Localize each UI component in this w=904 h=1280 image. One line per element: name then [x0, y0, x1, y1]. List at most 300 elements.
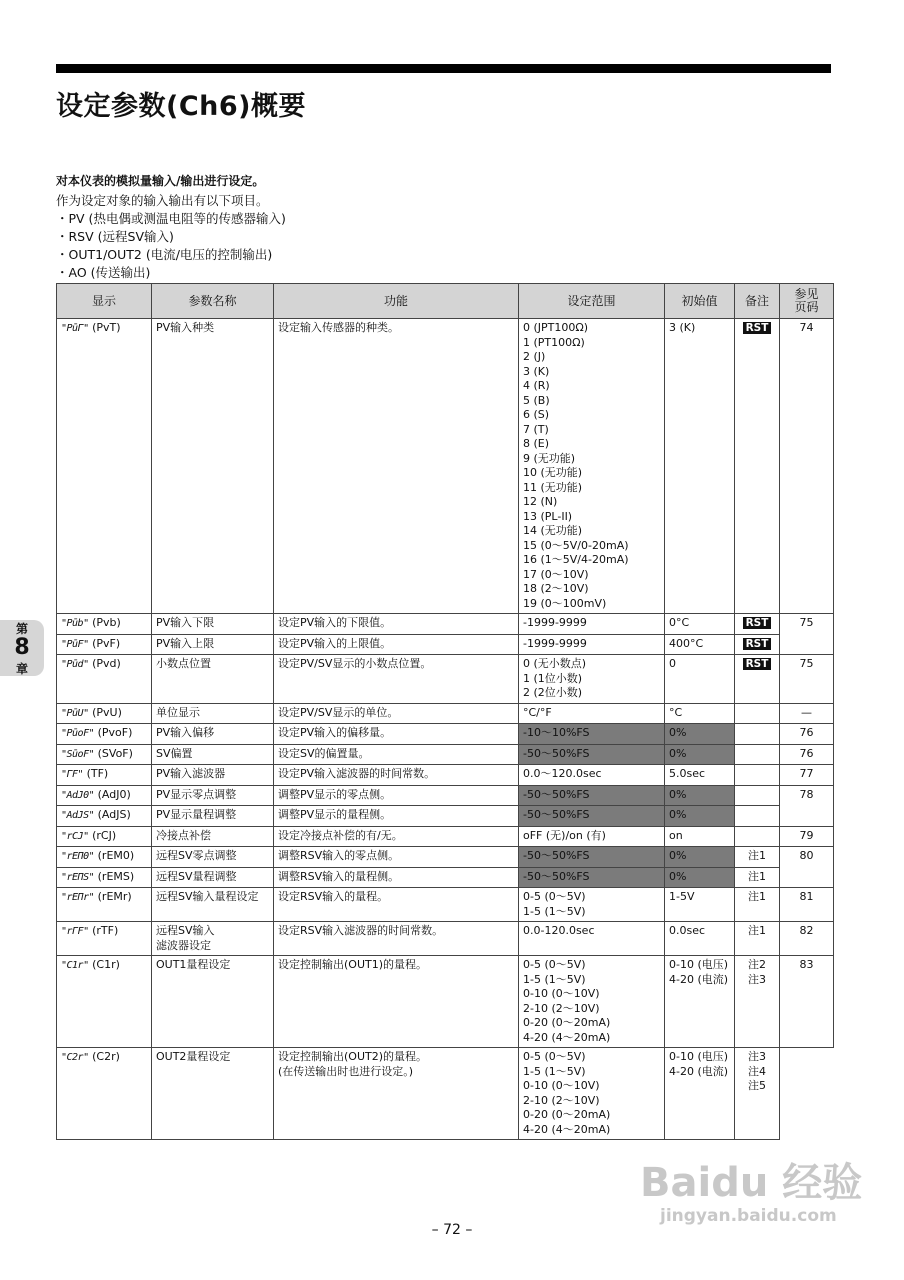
param-name-cell [152, 614, 274, 635]
initial-line: 0.0sec [669, 924, 706, 937]
note-line: 注1 [748, 849, 766, 862]
table-row [57, 765, 834, 786]
note-cell [735, 765, 780, 786]
table-row [57, 634, 834, 655]
range-cell [519, 956, 665, 1048]
note-cell [735, 614, 780, 635]
segment-display-code: "SūoF" [61, 748, 95, 760]
initial-value-cell [665, 867, 735, 888]
rst-badge: RST [743, 658, 772, 670]
initial-line: 5.0sec [669, 767, 706, 780]
range-cell [519, 655, 665, 704]
note-line: 注3 [748, 1050, 766, 1063]
page-ref-cell [780, 655, 834, 704]
name-line: OUT1量程设定 [156, 958, 231, 971]
chapter-number: 8 [14, 635, 30, 660]
parameter-table [56, 283, 834, 1140]
function-line: 设定PV输入的上限值。 [278, 636, 392, 650]
function-cell [274, 888, 519, 922]
initial-value-cell [665, 806, 735, 827]
range-line: 5 (B) [523, 393, 550, 407]
function-line: 设定控制输出(OUT1)的量程。 [278, 958, 428, 971]
param-name-cell [152, 724, 274, 745]
page-ref: 77 [799, 767, 814, 780]
page-ref-cell [780, 956, 834, 1048]
segment-display-code: "C1r" [61, 960, 89, 971]
note-line: 注4 [748, 1064, 766, 1078]
range-line: 0.0～120.0sec [523, 767, 602, 780]
rst-badge: RST [743, 638, 772, 650]
function-line: 设定输入传感器的种类。 [278, 321, 399, 334]
param-name-cell [152, 888, 274, 922]
page-ref-cell [780, 765, 834, 786]
display-cell [57, 867, 152, 888]
initial-line: 0% [669, 849, 687, 862]
initial-line: 0% [669, 869, 687, 883]
function-cell [274, 744, 519, 765]
display-cell [57, 785, 152, 806]
table-row [57, 922, 834, 956]
page-ref: — [801, 705, 812, 719]
range-line: -1999-9999 [523, 636, 587, 650]
range-line: -50～50%FS [523, 808, 590, 821]
range-line: 11 (无功能) [523, 480, 583, 494]
initial-value-cell [665, 724, 735, 745]
intro-heading: 对本仪表的模拟量输入/输出进行设定。 [56, 174, 265, 188]
col-header-page-label: 参见页码 [794, 287, 819, 314]
chapter-tab [0, 620, 44, 676]
segment-display-code: "rEΠr" [61, 892, 95, 903]
param-code: (SVoF) [97, 746, 133, 760]
page-ref: 83 [799, 958, 814, 971]
function-line: 调整RSV输入的量程侧。 [278, 869, 400, 883]
name-line: 远程SV零点调整 [156, 849, 237, 862]
note-line: 注1 [748, 924, 766, 937]
note-cell [735, 703, 780, 724]
range-line: 18 (2～10V) [523, 582, 589, 595]
page-ref-cell [780, 922, 834, 956]
segment-display-code: "AdJS" [61, 810, 95, 821]
initial-value-cell [665, 655, 735, 704]
function-line: (在传送输出时也进行设定。) [278, 1064, 414, 1078]
name-line: PV输入上限 [156, 636, 215, 650]
note-cell [735, 724, 780, 745]
display-cell [57, 634, 152, 655]
chapter-suffix: 章 [15, 662, 28, 676]
page-ref-cell [780, 319, 834, 614]
table-row [57, 1048, 834, 1140]
name-line: 远程SV输入量程设定 [156, 890, 259, 903]
param-code: (PvoF) [97, 726, 133, 739]
range-line: 4-20 (4～20mA) [523, 1122, 611, 1136]
note-cell [735, 319, 780, 614]
note-cell [735, 1048, 780, 1140]
intro-line: ・RSV (远程SV输入) [56, 229, 174, 244]
chapter-prefix: 第 [15, 622, 28, 636]
range-line: 13 (PL-II) [523, 509, 573, 523]
name-line: PV输入种类 [156, 321, 215, 334]
range-line: -50～50%FS [523, 746, 590, 760]
segment-display-code: "AdJ0" [61, 789, 95, 801]
initial-line: 4-20 (电流) [669, 972, 729, 986]
name-line: SV偏置 [156, 746, 193, 760]
range-line: 0-20 (0～20mA) [523, 1016, 611, 1029]
display-cell [57, 922, 152, 956]
range-line: 0 (JPT100Ω) [523, 321, 589, 334]
range-line: 8 (E) [523, 437, 550, 450]
param-name-cell [152, 655, 274, 704]
display-cell [57, 724, 152, 745]
range-line: 0-10 (0～10V) [523, 1079, 600, 1092]
page-ref: 78 [799, 787, 814, 801]
function-cell [274, 765, 519, 786]
range-line: 2-10 (2～10V) [523, 1093, 600, 1107]
range-line: 15 (0～5V/0-20mA) [523, 538, 629, 552]
param-name-cell [152, 319, 274, 614]
initial-line: 0% [669, 726, 687, 739]
function-cell [274, 319, 519, 614]
table-row [57, 785, 834, 806]
function-cell [274, 826, 519, 847]
segment-display-code: "ГF" [61, 769, 84, 780]
note-cell [735, 634, 780, 655]
initial-value-cell [665, 785, 735, 806]
param-code: (C2r) [92, 1050, 120, 1063]
initial-value-cell [665, 634, 735, 655]
range-line: 1-5 (1～5V) [523, 1064, 586, 1078]
note-cell [735, 847, 780, 868]
range-cell [519, 847, 665, 868]
function-line: 设定SV的偏置量。 [278, 746, 370, 760]
param-name-cell [152, 806, 274, 827]
param-name-cell [152, 847, 274, 868]
range-cell [519, 922, 665, 956]
watermark-url: jingyan.baidu.com [660, 1206, 837, 1226]
segment-display-code: "rEΠS" [61, 871, 95, 883]
function-cell [274, 724, 519, 745]
range-line: 0-10 (0～10V) [523, 987, 600, 1000]
function-cell [274, 867, 519, 888]
range-line: 1-5 (1～5V) [523, 904, 586, 918]
name-line: PV显示量程调整 [156, 808, 237, 821]
table-row [57, 956, 834, 1048]
page-ref-cell [780, 826, 834, 847]
range-cell [519, 806, 665, 827]
note-cell [735, 785, 780, 806]
page-ref: 75 [799, 657, 814, 670]
function-line: 设定RSV输入的量程。 [278, 890, 389, 903]
segment-display-code: "Pūb" [61, 618, 89, 629]
initial-value-cell [665, 826, 735, 847]
watermark [640, 1160, 862, 1226]
function-line: 设定PV/SV显示的单位。 [278, 705, 399, 719]
table-row [57, 888, 834, 922]
range-line: 2 (J) [523, 350, 546, 363]
initial-value-cell [665, 1048, 735, 1140]
range-line: 4-20 (4～20mA) [523, 1030, 611, 1044]
function-cell [274, 703, 519, 724]
param-name-cell [152, 867, 274, 888]
col-header-note: 备注 [735, 284, 780, 319]
note-line: 注1 [748, 869, 766, 883]
range-line: -10～10%FS [523, 726, 590, 739]
col-header-display: 显示 [57, 284, 152, 319]
note-cell [735, 826, 780, 847]
display-cell [57, 888, 152, 922]
display-cell [57, 956, 152, 1048]
page-ref-cell [780, 724, 834, 745]
top-rule [56, 64, 831, 73]
page-ref: 82 [799, 924, 814, 937]
page-ref: 76 [799, 746, 814, 760]
initial-line: 1-5V [669, 890, 695, 903]
initial-line: 0-10 (电压) [669, 958, 729, 971]
display-cell [57, 655, 152, 704]
param-code: (rCJ) [92, 828, 117, 842]
initial-value-cell [665, 319, 735, 614]
note-cell [735, 744, 780, 765]
range-line: 17 (0～10V) [523, 567, 589, 581]
initial-value-cell [665, 744, 735, 765]
range-line: 7 (T) [523, 422, 549, 436]
param-code: (C1r) [92, 958, 120, 971]
table-row [57, 847, 834, 868]
note-line: 注2 [748, 958, 766, 971]
initial-value-cell [665, 847, 735, 868]
range-line: 2 (2位小数) [523, 686, 583, 699]
display-cell [57, 1048, 152, 1140]
segment-display-code: "PūU" [61, 707, 89, 719]
display-cell [57, 847, 152, 868]
page-ref-cell [780, 847, 834, 888]
initial-line: 0% [669, 746, 687, 760]
initial-line: 0% [669, 787, 687, 801]
function-cell [274, 956, 519, 1048]
initial-line: 400°C [669, 636, 704, 650]
function-cell [274, 785, 519, 806]
function-line: 设定PV输入的下限值。 [278, 616, 392, 629]
display-cell [57, 765, 152, 786]
initial-line: 0 [669, 657, 676, 670]
range-line: -50～50%FS [523, 869, 590, 883]
page-ref: 81 [799, 890, 814, 903]
page-ref-cell [780, 888, 834, 922]
initial-line: 4-20 (电流) [669, 1064, 729, 1078]
range-line: 0 (无小数点) [523, 657, 587, 670]
range-line: 1 (1位小数) [523, 671, 583, 685]
display-cell [57, 703, 152, 724]
segment-display-code: "Pūd" [61, 659, 89, 670]
page-title: 设定参数(Ch6)概要 [56, 91, 307, 122]
range-line: 9 (无功能) [523, 451, 576, 465]
function-line: 调整PV显示的零点侧。 [278, 787, 392, 801]
param-code: (AdJ0) [97, 787, 131, 801]
range-line: 1 (PT100Ω) [523, 335, 585, 349]
param-code: (PvF) [92, 636, 121, 650]
page-ref: 79 [799, 828, 814, 842]
table-row [57, 655, 834, 704]
function-line: 设定冷接点补偿的有/无。 [278, 828, 403, 842]
param-code: (rEMS) [97, 869, 135, 883]
intro-line: 作为设定对象的输入输出有以下项目。 [56, 193, 269, 208]
function-line: 设定PV/SV显示的小数点位置。 [278, 657, 432, 670]
intro-line: ・PV (热电偶或测温电阻等的传感器输入) [56, 211, 286, 226]
param-name-cell [152, 703, 274, 724]
function-line: 设定PV输入滤波器的时间常数。 [278, 767, 436, 780]
range-cell [519, 888, 665, 922]
param-name-cell [152, 634, 274, 655]
initial-value-cell [665, 956, 735, 1048]
initial-line: 0°C [669, 616, 690, 629]
note-line: 注5 [748, 1079, 766, 1092]
range-cell [519, 634, 665, 655]
param-code: (PvT) [92, 321, 121, 334]
display-cell [57, 744, 152, 765]
range-cell [519, 1048, 665, 1140]
initial-value-cell [665, 703, 735, 724]
segment-display-code: "rEΠ0" [61, 851, 95, 862]
page-ref: 80 [799, 849, 814, 862]
range-line: oFF (无)/on (有) [523, 828, 606, 842]
range-line: 6 (S) [523, 408, 550, 421]
function-line: 调整RSV输入的零点侧。 [278, 849, 400, 862]
function-cell [274, 1048, 519, 1140]
range-line: 0.0-120.0sec [523, 924, 595, 937]
range-line: 0-5 (0～5V) [523, 958, 586, 971]
col-header-range: 设定范围 [519, 284, 665, 319]
note-cell [735, 806, 780, 827]
range-line: 19 (0～100mV) [523, 596, 607, 610]
range-line: 0-5 (0～5V) [523, 890, 586, 903]
function-cell [274, 614, 519, 635]
display-cell [57, 806, 152, 827]
segment-display-code: "PūoF" [61, 728, 95, 739]
function-cell [274, 806, 519, 827]
range-cell [519, 765, 665, 786]
page-number: – 72 – [431, 1222, 473, 1238]
name-line: 单位显示 [156, 705, 200, 719]
param-name-cell [152, 826, 274, 847]
display-cell [57, 319, 152, 614]
range-line: 0-5 (0～5V) [523, 1050, 586, 1063]
range-line: °C/°F [523, 705, 552, 719]
initial-line: 0% [669, 808, 687, 821]
function-line: 设定RSV输入滤波器的时间常数。 [278, 924, 444, 937]
range-line: -50～50%FS [523, 849, 590, 862]
param-name-cell [152, 765, 274, 786]
intro-block [56, 172, 286, 282]
range-cell [519, 319, 665, 614]
range-line: 0-20 (0～20mA) [523, 1108, 611, 1121]
note-line: 注3 [748, 972, 766, 986]
initial-line: on [669, 828, 683, 842]
range-cell [519, 614, 665, 635]
page-ref: 76 [799, 726, 814, 739]
segment-display-code: "PūГ" [61, 323, 89, 334]
function-cell [274, 922, 519, 956]
initial-value-cell [665, 922, 735, 956]
table-row [57, 806, 834, 827]
segment-display-code: "PūF" [61, 638, 89, 650]
page-ref-cell [780, 703, 834, 724]
function-cell [274, 634, 519, 655]
initial-line: 3 (K) [669, 321, 696, 334]
function-cell [274, 655, 519, 704]
name-line: 远程SV输入 [156, 924, 215, 937]
page-ref-cell [780, 614, 834, 655]
range-line: -1999-9999 [523, 616, 587, 629]
table-row [57, 867, 834, 888]
table-row [57, 826, 834, 847]
segment-display-code: "rГF" [61, 926, 89, 937]
param-name-cell [152, 1048, 274, 1140]
page-ref: 75 [799, 616, 814, 629]
range-line: -50～50%FS [523, 787, 590, 801]
table-row [57, 319, 834, 614]
function-cell [274, 847, 519, 868]
initial-value-cell [665, 888, 735, 922]
name-line: 远程SV量程调整 [156, 869, 237, 883]
col-header-page [780, 284, 834, 319]
initial-line: 0-10 (电压) [669, 1050, 729, 1063]
initial-value-cell [665, 614, 735, 635]
range-line: 10 (无功能) [523, 466, 583, 479]
table-row [57, 744, 834, 765]
name-line: PV输入下限 [156, 616, 215, 629]
col-header-function: 功能 [274, 284, 519, 319]
range-line: 3 (K) [523, 364, 550, 378]
param-code: (AdJS) [97, 808, 131, 821]
intro-line: ・OUT1/OUT2 (电流/电压的控制输出) [56, 247, 273, 262]
initial-value-cell [665, 765, 735, 786]
name-line: 滤波器设定 [156, 938, 211, 952]
watermark-brand: Baidu 经验 [640, 1160, 863, 1206]
param-code: (TF) [86, 767, 109, 780]
function-line: 设定PV输入的偏移量。 [278, 726, 392, 739]
display-cell [57, 614, 152, 635]
function-line: 设定控制输出(OUT2)的量程。 [278, 1050, 428, 1063]
segment-display-code: "rCJ" [61, 830, 89, 842]
name-line: PV显示零点调整 [156, 787, 237, 801]
table-row [57, 703, 834, 724]
display-cell [57, 826, 152, 847]
param-code: (Pvb) [92, 616, 121, 629]
range-line: 2-10 (2～10V) [523, 1001, 600, 1015]
name-line: PV输入偏移 [156, 726, 215, 739]
name-line: PV输入滤波器 [156, 767, 226, 780]
range-line: 12 (N) [523, 495, 558, 508]
note-cell [735, 922, 780, 956]
intro-line: ・AO (传送输出) [56, 265, 151, 280]
rst-badge: RST [743, 322, 772, 334]
param-name-cell [152, 922, 274, 956]
param-name-cell [152, 956, 274, 1048]
param-code: (rEMr) [97, 890, 132, 903]
col-header-name: 参数名称 [152, 284, 274, 319]
rst-badge: RST [743, 617, 772, 629]
note-line: 注1 [748, 890, 766, 903]
name-line: 小数点位置 [156, 657, 211, 670]
function-line: 调整PV显示的量程侧。 [278, 808, 392, 821]
page-ref: 74 [799, 321, 814, 334]
name-line: 冷接点补偿 [156, 828, 211, 842]
table-row [57, 724, 834, 745]
param-name-cell [152, 744, 274, 765]
table-row [57, 614, 834, 635]
range-cell [519, 703, 665, 724]
range-cell [519, 826, 665, 847]
note-cell [735, 655, 780, 704]
